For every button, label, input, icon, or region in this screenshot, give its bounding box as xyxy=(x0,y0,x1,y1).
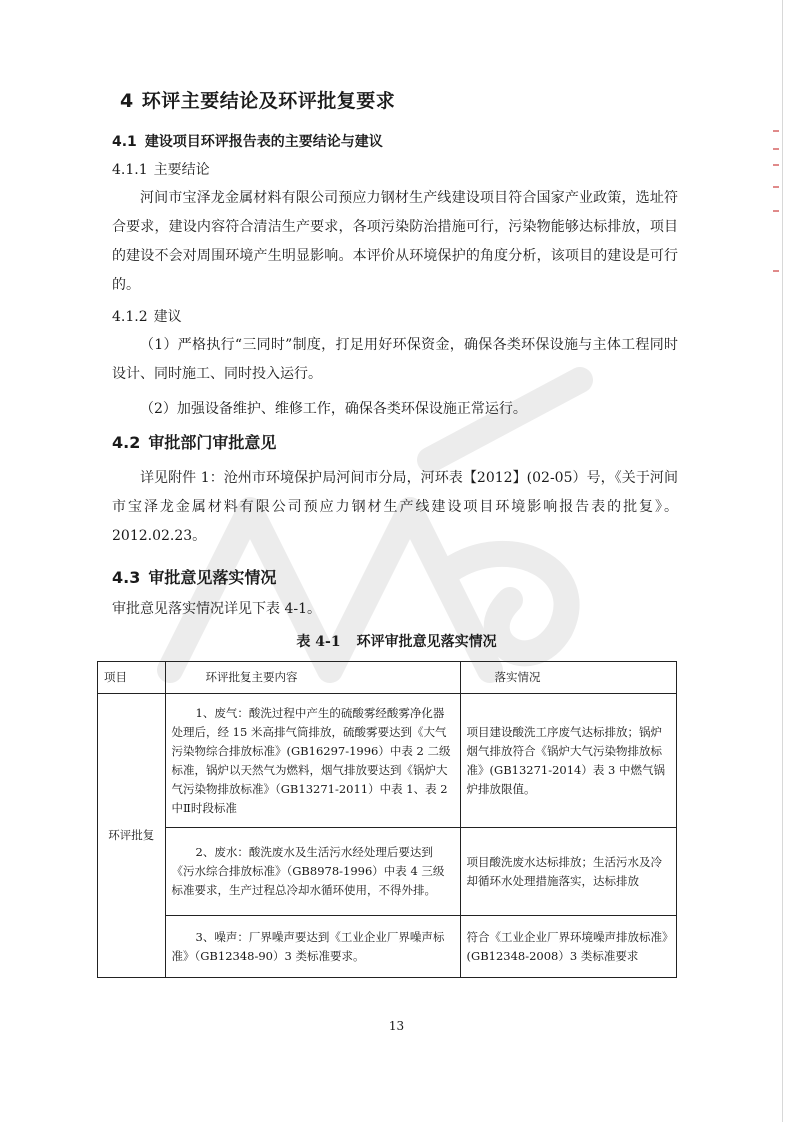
content-cell xyxy=(165,828,460,916)
suggestion-1-paragraph: （1）严格执行“三同时”制度，打足用好环保资金，确保各类环保设施与主体工程同时设计、同时施工、同时投入运行。 xyxy=(112,337,678,382)
section-4-heading xyxy=(120,86,395,113)
section-number: 4.1 xyxy=(112,134,137,150)
section-title: 审批意见落实情况 xyxy=(148,568,277,587)
content-text: 2、废水：酸洗废水及生活污水经处理后要达到《污水综合排放标准》（GB8978-1996）中表 4 三级标准要求，生产过程总冷却水循环使用，不得外排。 xyxy=(171,845,445,897)
section-title: 建议 xyxy=(153,309,182,325)
table-title: 环评审批意见落实情况 xyxy=(356,634,497,650)
section-number: 4.3 xyxy=(112,568,141,587)
header-status: 落实情况 xyxy=(460,662,676,694)
table-header-row xyxy=(98,662,677,694)
approval-implementation-table xyxy=(97,661,677,978)
section-title: 建设项目环评报告表的主要结论与建议 xyxy=(144,134,383,150)
approval-paragraph: 详见附件 1：沧州市环境保护局河间市分局，河环表【2012】(02-05）号，《关于河间市宝泽龙金属材料有限公司预应力钢材生产线建设项目环境影响报告表的批复》。2012.02.23。 xyxy=(112,470,678,544)
page-number: 13 xyxy=(388,1019,405,1033)
scan-edge xyxy=(782,0,783,1122)
section-title: 审批部门审批意见 xyxy=(148,433,277,452)
content-text: 1、废气：酸洗过程中产生的硫酸雾经酸雾净化器处理后，经 15 米高排气筒排放，硫酸雾要达到《大气污染物综合排放标准》(GB16297-1996）中表 2 二级标准，锅炉以天然气为燃料，烟气排放要达到《锅炉大气污染物排放标准》（GB13271-2011）中表 1、表 2 中Ⅱ时段标准 xyxy=(171,705,451,815)
section-number: 4.1.2 xyxy=(112,309,148,325)
section-title: 主要结论 xyxy=(153,162,210,178)
status-cell: 项目建设酸洗工序废气达标排放；锅炉烟气排放符合《锅炉大气污染物排放标准》(GB13271-2014）表 3 中燃气锅炉排放限值。 xyxy=(460,694,676,828)
section-4-1-heading xyxy=(112,131,383,151)
suggestion-2-paragraph: （2）加强设备维护、维修工作，确保各类环保设施正常运行。 xyxy=(140,401,527,417)
status-cell: 项目酸洗废水达标排放；生活污水及冷却循环水处理措施落实，达标排放 xyxy=(460,828,676,916)
conclusion-paragraph: 河间市宝泽龙金属材料有限公司预应力钢材生产线建设项目符合国家产业政策，选址符合要求，建设内容符合清洁生产要求，各项污染防治措施可行，污染物能够达标排放，项目的建设不会对周围环境产生明显影响。本评价从环境保护的角度分析，该项目的建设是可行的。 xyxy=(112,190,678,293)
section-4-3-heading xyxy=(112,565,276,588)
scan-marks xyxy=(773,120,781,320)
content-text: 3、噪声：厂界噪声要达到《工业企业厂界噪声标准》（GB12348-90）3 类标准要求。 xyxy=(171,929,445,963)
header-content: 环评批复主要内容 xyxy=(165,662,460,694)
row-label: 环评批复 xyxy=(98,694,166,978)
content-cell xyxy=(165,694,460,828)
table-row xyxy=(98,916,677,978)
section-title: 环评主要结论及环评批复要求 xyxy=(141,90,396,112)
content-cell xyxy=(165,916,460,978)
table-caption xyxy=(0,631,793,651)
table-row xyxy=(98,694,677,828)
section-number: 4.2 xyxy=(112,433,141,452)
section-4-1-1-heading xyxy=(112,159,210,179)
header-item: 项目 xyxy=(98,662,166,694)
implementation-intro: 审批意见落实情况详见下表 4-1。 xyxy=(112,601,321,617)
section-4-2-heading xyxy=(112,430,276,453)
table-row xyxy=(98,828,677,916)
section-number: 4 xyxy=(120,90,134,112)
status-cell: 符合《工业企业厂界环境噪声排放标准》(GB12348-2008）3 类标准要求 xyxy=(460,916,676,978)
section-number: 4.1.1 xyxy=(112,162,148,178)
section-4-1-2-heading xyxy=(112,306,182,326)
table-number: 表 4-1 xyxy=(296,634,341,650)
